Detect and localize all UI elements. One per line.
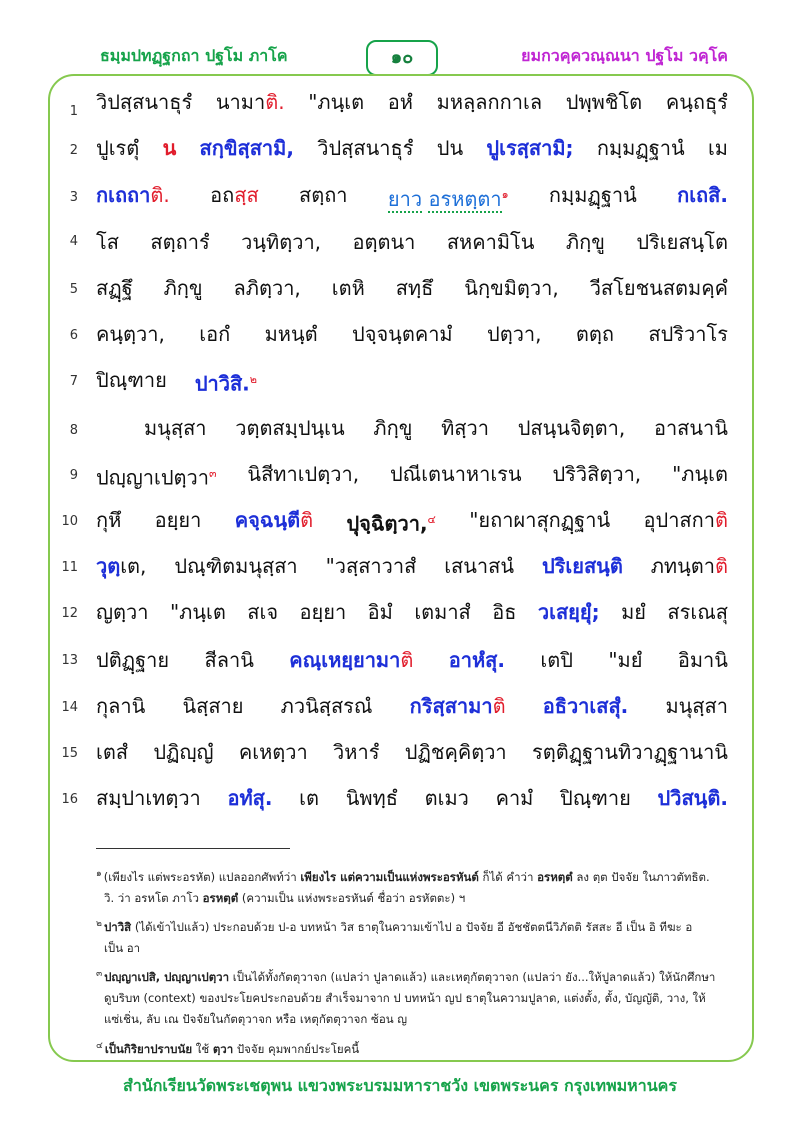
word: ปุจฺฉิตฺวา,	[346, 511, 428, 536]
text-line-7	[96, 360, 728, 400]
word: สตฺถา	[299, 183, 348, 207]
line-number: 8	[69, 423, 78, 438]
word: กมฺมฏฺฐานํ	[548, 183, 637, 207]
word: ติ	[300, 508, 314, 532]
word: ภิกฺขู	[565, 230, 605, 254]
word: นามา	[215, 90, 266, 114]
word: อทํสุ.	[227, 786, 273, 810]
word: ปาวิสิ.	[194, 371, 250, 396]
footnote-text: (ได้เข้าไปแล้ว) ประกอบด้วย ป-อ บทหน้า วิส ธาตุในความเข้าไป อ ปัจจัย อี อัชชัตตนีวิภัตติ รัสสะ อี เป็น อิ ทีฆะ อ	[131, 919, 693, 934]
word: ติ	[609, 554, 623, 578]
word: ลภิตฺวา,	[233, 276, 301, 300]
word: วิหารํ	[333, 740, 380, 764]
word: เตสํ	[96, 740, 129, 764]
text-line-14	[96, 686, 728, 726]
footnote-text: ตฺวา	[212, 1041, 234, 1056]
word: มนุสฺสา	[144, 416, 207, 440]
word: ภิกฺขู	[373, 416, 413, 440]
word: สฺส	[234, 183, 259, 207]
line-number: 10	[61, 514, 78, 529]
text-line-8	[96, 408, 728, 448]
footnote-marker: ๑	[96, 869, 102, 879]
page-footer: สำนักเรียนวัดพระเชตุพน แขวงพระบรมมหาราชวัง เขตพระนคร กรุงเทพมหานคร	[123, 1076, 677, 1095]
word: ปติฏฺฐาย	[96, 648, 170, 672]
footnote-text: อรหตฺตํ	[202, 890, 239, 905]
word: คเหตฺวา	[238, 740, 308, 764]
word: เต	[299, 786, 319, 810]
word: คามํ	[495, 786, 534, 810]
footnote-text: วิ. ว่า อรหโต ภาโว	[104, 890, 203, 905]
footnote-4	[96, 1036, 738, 1060]
footnote-text: เป็นได้ทั้งกัตตุวาจก (แปลว่า ปูลาดแล้ว) และเหตุกัตตุวาจก (แปลว่า ยัง...ให้ปูลาดแล้ว) ให้นักศึกษา	[229, 969, 716, 984]
word: สฏฺฐึ	[96, 276, 133, 300]
text-line-12	[96, 592, 728, 632]
word: วีสโยชนสตมคฺคํ	[589, 276, 728, 300]
word: สตฺถารํ	[150, 230, 210, 254]
footnote-text: เป็น อา	[104, 940, 141, 955]
word: ปฏิญฺญํ	[153, 740, 214, 764]
word: ปจฺจนฺตคามํ	[352, 322, 453, 346]
word: รตฺติฏฺฐานทิวาฏฺฐานานิ	[531, 740, 728, 764]
word: ปตฺวา,	[487, 322, 542, 346]
line-number: 11	[61, 560, 78, 575]
footnote-text: ใช้	[192, 1041, 213, 1056]
line-number: 3	[69, 190, 78, 205]
line-number: 4	[69, 234, 78, 249]
footnote-ref[interactable]: ๓	[209, 467, 217, 480]
word: ติ.	[150, 183, 170, 207]
footnote-text: ปาวิสิ	[103, 919, 132, 934]
word: โส	[96, 230, 119, 254]
word: สมฺปาเทตฺวา	[96, 786, 201, 810]
line-number: 9	[69, 468, 78, 483]
word: คณฺเหยฺยามา	[289, 648, 401, 672]
word: อรหตฺตา	[428, 186, 502, 211]
word: ปิณฺฑาย	[560, 786, 631, 810]
footnote-ref[interactable]: ๔	[427, 513, 436, 526]
footnote-1	[96, 864, 738, 909]
line-number: 14	[61, 700, 78, 715]
word: ปสนฺนจิตฺตา,	[517, 416, 626, 440]
word: อยฺยา	[154, 508, 202, 532]
word: ติ.	[265, 90, 285, 114]
word: ทิสฺวา	[441, 416, 489, 440]
footnote-text: ปญฺญาเปสิ, ปญฺญาเปตฺวา	[104, 969, 230, 984]
word: "ภนฺเต	[672, 462, 728, 486]
word: คจฺฉนฺตี	[234, 508, 301, 532]
word: สเจ	[247, 600, 279, 624]
line-number: 15	[61, 746, 78, 761]
word: เตมาสํ	[414, 600, 471, 624]
word: มหนฺตํ	[264, 322, 318, 346]
header-left-title: ธมฺมปทฏฺฐกถา ปฐโม ภาโค	[100, 46, 288, 65]
word: อถ	[210, 183, 235, 207]
footnote-text: ก็ได้ คำว่า	[478, 869, 538, 884]
word: สหคามิโน	[446, 230, 535, 254]
word: "ภนฺเต	[169, 600, 226, 624]
line-number: 12	[61, 606, 78, 621]
line-number: 7	[69, 374, 78, 389]
word: ปญฺญาเปตฺวา	[96, 465, 209, 490]
word: วิปสฺสนาธุรํ	[317, 136, 414, 160]
text-line-10	[96, 500, 728, 540]
word: ติ	[400, 648, 414, 672]
line-number: 1	[69, 104, 78, 119]
word: อาหํสุ.	[448, 648, 505, 672]
word: "วสฺสาวาสํ	[325, 554, 417, 578]
word: ภิกฺขู	[163, 276, 203, 300]
footnote-text: ดูบริบท (context) ของประโยคประกอบด้วย สำเร็จมาจาก ป บทหน้า ญป ธาตุในความปูลาด, แต่งตั้ง, ตั้ง, บัญญัติ, วาง, ให้	[104, 990, 706, 1005]
text-line-16	[96, 778, 728, 818]
word: ปณีเตนาหาเรน	[389, 462, 522, 486]
word: ภวนิสฺสรณํ	[280, 694, 373, 718]
line-number: 2	[69, 143, 78, 158]
footnote-text: เป็นกิริยาปราบนัย	[104, 1041, 193, 1056]
text-line-5	[96, 268, 728, 308]
footnote-marker: ๔	[96, 1041, 103, 1051]
word: เตหิ	[331, 276, 365, 300]
word: ติ	[715, 554, 728, 578]
word: อาสนานิ	[653, 416, 728, 440]
word: อิมํ	[367, 600, 393, 624]
text-line-13	[96, 640, 728, 680]
word: นิพทฺธํ	[345, 786, 398, 810]
word: วเสยฺยุํ;	[537, 600, 600, 624]
footnote-text: เพียงไร แต่ความเป็นแห่งพระอรหันต์	[300, 869, 479, 884]
word: ปพฺพชิโต	[565, 90, 643, 114]
word: ตตฺถ	[575, 322, 615, 346]
footnote-3	[96, 964, 738, 1030]
word: น	[162, 136, 177, 160]
text-line-1	[96, 82, 728, 122]
word: สรเณสุ	[667, 600, 728, 624]
text-line-3	[96, 175, 728, 215]
word: ปฏิชคฺคิตฺวา	[404, 740, 507, 764]
word: นิสีทาเปตฺวา,	[247, 462, 360, 486]
word: นิสฺสาย	[182, 694, 244, 718]
word: เอกํ	[199, 322, 231, 346]
word: ตเมว	[424, 786, 469, 810]
word: ยาว	[387, 186, 423, 211]
word: อยฺยา	[299, 600, 347, 624]
line-number: 5	[69, 282, 78, 297]
word: สทฺธึ	[395, 276, 434, 300]
footnote-text: ลง ตฺต ปัจจัย ในภาวตัทธิต.	[572, 869, 710, 884]
page-number: ๑๐	[366, 40, 438, 76]
word: ปูเรสฺสามิ;	[486, 136, 574, 160]
word: อิมานิ	[677, 648, 728, 672]
text-line-11	[96, 546, 728, 586]
word: เสนาสนํ	[444, 554, 515, 578]
word: เม	[707, 136, 728, 160]
text-line-9	[96, 454, 728, 494]
footnote-ref[interactable]: ๒	[249, 373, 258, 386]
word: กเถสิ.	[677, 183, 728, 207]
line-number: 13	[61, 653, 78, 668]
word: กุลานิ	[96, 694, 146, 718]
footnote-text: (เพียงไร แต่พระอรหัต) แปลออกศัพท์ว่า	[103, 869, 301, 884]
word: "ยถาผาสุกฏฺฐานํ	[469, 508, 611, 532]
word: คนฺถธุรํ	[665, 90, 728, 114]
word: ติ	[492, 694, 506, 718]
word: มยํ	[621, 600, 646, 624]
word: นิกฺขมิตฺวา,	[464, 276, 559, 300]
word: อิธ	[492, 600, 517, 624]
word: กเถถา	[96, 183, 151, 207]
footnote-text: อรหตฺตํ	[537, 869, 573, 884]
text-line-2	[96, 128, 728, 168]
word: สกฺขิสฺสามิ,	[199, 136, 294, 160]
word: กริสฺสามา	[409, 694, 493, 718]
header-right-title: ยมกวคฺควณฺณนา ปฐโม วคฺโค	[521, 46, 728, 65]
line-number: 6	[69, 328, 78, 343]
footnote-ref[interactable]: ๑	[501, 188, 509, 201]
word: อุปาสกา	[643, 508, 715, 532]
word: ปิณฺฑาย	[96, 368, 167, 392]
word: ปริเยสนฺ	[541, 554, 610, 578]
word: ปน	[436, 136, 464, 160]
word: ปณฺฑิตมนุสฺสา	[174, 554, 298, 578]
word: วนฺทิตฺวา,	[241, 230, 322, 254]
text-line-4	[96, 222, 728, 262]
footnote-marker: ๒	[96, 919, 102, 929]
word: วุตฺ	[96, 554, 121, 578]
word: ภทนฺตา	[650, 554, 715, 578]
word: ติ	[714, 508, 728, 532]
word: อธิวาเสสุํ.	[542, 694, 629, 718]
word: กุหึ	[96, 508, 122, 532]
word: มหลฺลกกาเล	[436, 90, 543, 114]
word: อหํ	[387, 90, 413, 114]
text-line-15	[96, 732, 728, 772]
footnote-2	[96, 914, 738, 959]
footnote-text: (ความเป็น แห่งพระอรหันต์ ชื่อว่า อรหัตตะ) ฯ	[238, 890, 466, 905]
word: สปริวาโร	[648, 322, 728, 346]
word: ปริวิสิตฺวา,	[552, 462, 642, 486]
word: ปูเรตุํ	[96, 136, 140, 160]
word: สีลานิ	[204, 648, 254, 672]
footnote-marker: ๓	[96, 969, 103, 979]
word: "มยํ	[608, 648, 643, 672]
footnote-text: แซ่เชิ่น, ลับ เณ ปัจจัยในกัตตุวาจก หรือ เหตุกัตตุวาจก ซ้อน ญ	[104, 1011, 408, 1026]
word: อตฺตนา	[352, 230, 416, 254]
word: คนฺตฺวา,	[96, 322, 165, 346]
word: ปวิสนฺติ.	[657, 786, 728, 810]
word: วตฺตสมฺปนฺเน	[235, 416, 345, 440]
line-number: 16	[61, 792, 78, 807]
word: ปริเยสนฺโต	[636, 230, 728, 254]
word: วิปสฺสนาธุรํ	[96, 90, 193, 114]
footnote-divider	[96, 848, 290, 849]
text-line-6	[96, 314, 728, 354]
word: "ภนฺเต	[308, 90, 365, 114]
word: ญตฺวา	[96, 600, 149, 624]
word: มนุสฺสา	[665, 694, 728, 718]
word: เต,	[120, 554, 147, 578]
word: เตปิ	[540, 648, 573, 672]
footnote-text: ปัจจัย คุมพากย์ประโยคนี้	[233, 1041, 360, 1056]
word: กมฺมฏฺฐานํ	[596, 136, 685, 160]
